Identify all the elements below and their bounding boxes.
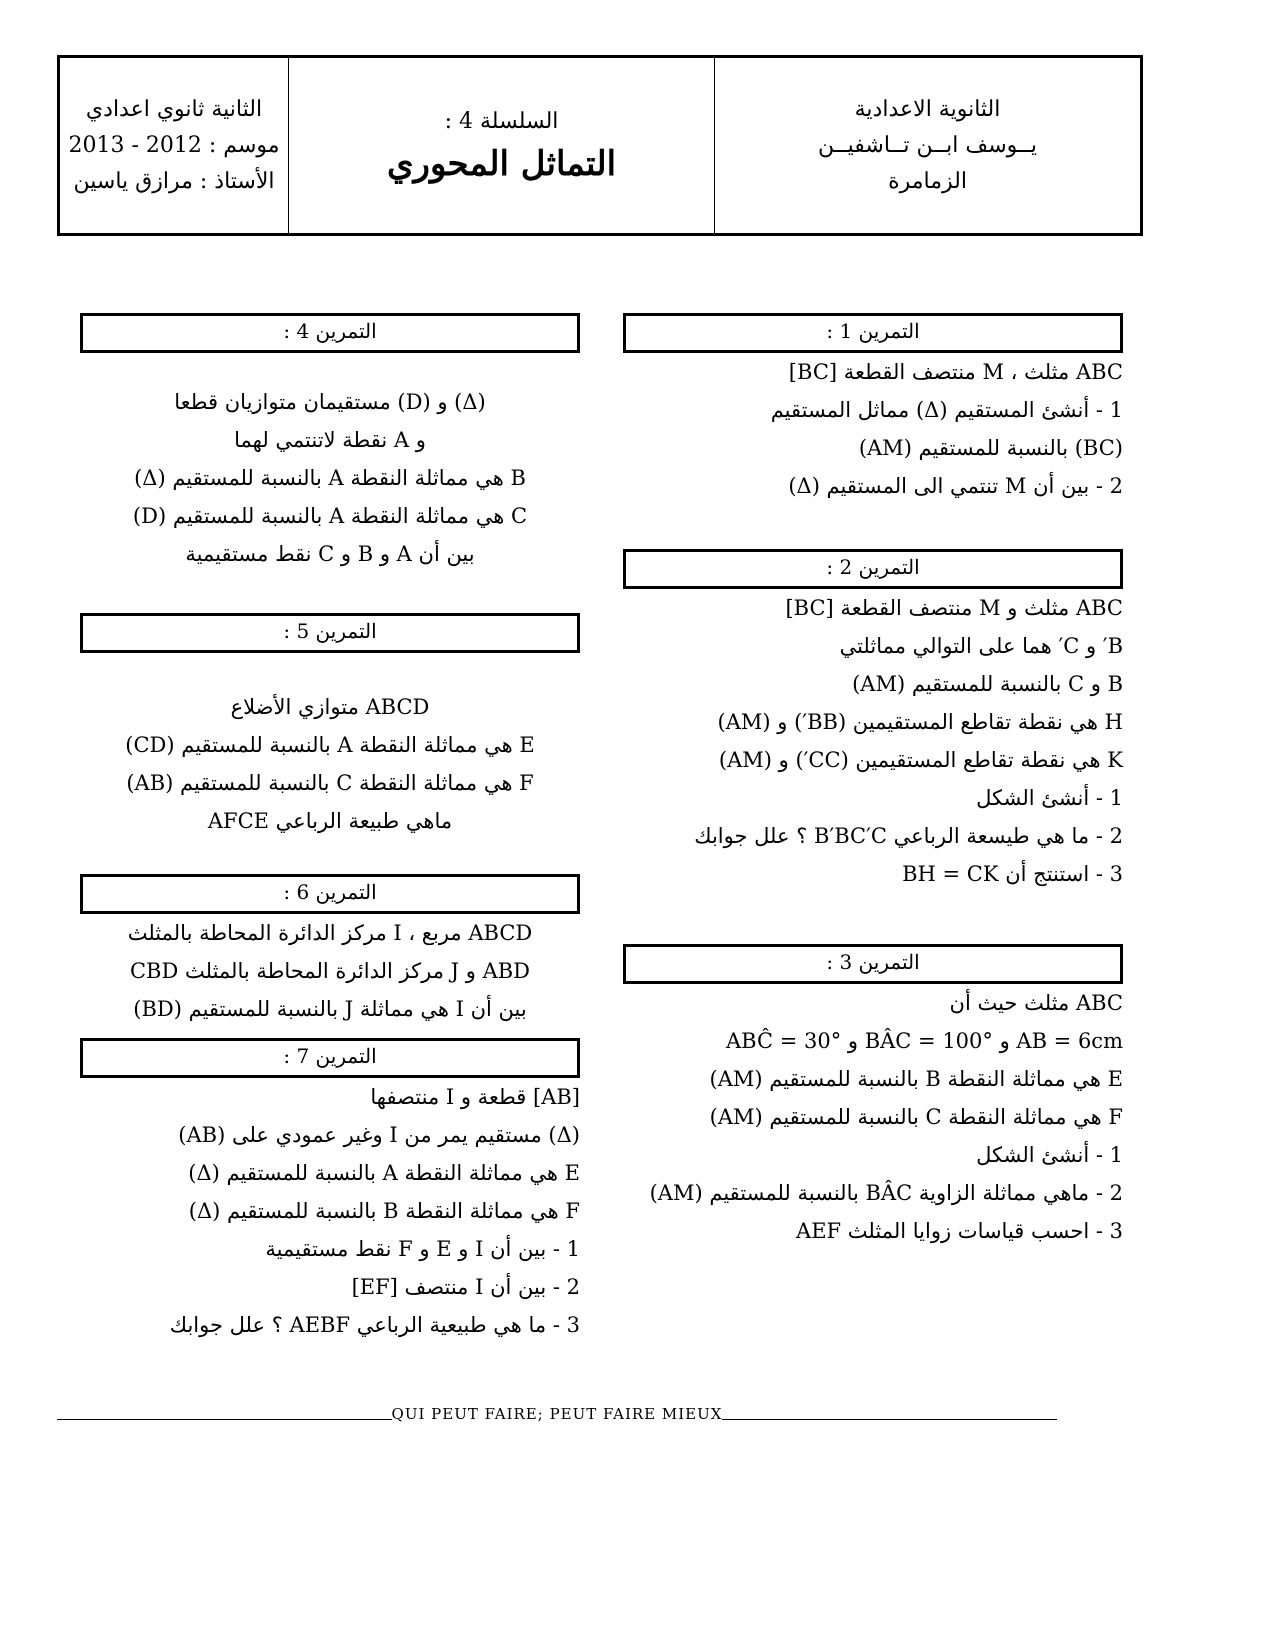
exercise-line: B′ و C′ هما على التوالي مماثلتي: [839, 634, 1123, 658]
exercise-line: 1 - أنشئ الشكل: [976, 1143, 1123, 1167]
exercise-line: بين أن A و B و C نقط مستقيمية: [185, 542, 475, 566]
exercise-line: E هي مماثلة النقطة A بالنسبة للمستقيم (CD): [125, 733, 535, 757]
exercise-line: E هي مماثلة النقطة B بالنسبة للمستقيم (AM): [709, 1067, 1123, 1091]
exercise-line: ماهي طبيعة الرباعي AFCE: [207, 809, 453, 833]
level-line: موسم : 2012 - 2013: [68, 132, 280, 158]
exercise-line: H هي نقطة تقاطع المستقيمين (BB′) و (AM): [717, 710, 1123, 734]
exercise-line: K هي نقطة تقاطع المستقيمين (CC′) و (AM): [718, 748, 1123, 772]
exercise-line: (BC) بالنسبة للمستقيم (AM): [858, 436, 1123, 460]
exercise-line: و A نقطة لاتنتمي لهما: [234, 428, 426, 452]
exercise-line: 2 - بين أن I منتصف [EF]: [351, 1275, 580, 1299]
exercise-line: 2 - ما هي طيسعة الرباعي B′BC′C ؟ علل جوابك: [694, 824, 1123, 848]
exercise-line: (Δ) و (D) مستقيمان متوازيان قطعا: [174, 390, 486, 414]
exercise-6: [80, 874, 580, 1028]
exercise-line: 3 - احسب قياسات زوايا المثلث AEF: [796, 1219, 1123, 1243]
footer-motto: QUI PEUT FAIRE; PEUT FAIRE MIEUX: [391, 1405, 723, 1423]
exercise-line: [AB] قطعة و I منتصفها: [370, 1085, 580, 1109]
level-line: الثانية ثانوي اعدادي: [85, 96, 263, 122]
exercise-5: [80, 613, 580, 840]
exercise-line: E هي مماثلة النقطة A بالنسبة للمستقيم (Δ): [188, 1161, 580, 1185]
exercise-body: [80, 688, 580, 840]
exercise-line: 3 - استنتج أن BH = CK: [902, 862, 1123, 886]
level-line: الأستاذ : مرازق ياسين: [73, 168, 275, 194]
exercise-title: التمرين 6 :: [80, 874, 580, 914]
school-line: الثانوية الاعدادية: [854, 96, 1001, 122]
exercise-body: [623, 589, 1123, 893]
exercise-line: 3 - ما هي طبيعية الرباعي AEBF ؟ علل جوابك: [169, 1313, 580, 1337]
exercise-3: [623, 944, 1123, 1250]
footer-rule-left: [57, 1419, 392, 1420]
exercise-7: [80, 1038, 580, 1344]
header-table: [57, 55, 1143, 236]
exercise-line: 1 - أنشئ الشكل: [976, 786, 1123, 810]
exercise-body: [80, 914, 580, 1028]
exercise-title: التمرين 4 :: [80, 313, 580, 353]
level-info: [60, 58, 288, 233]
exercise-line: ABC مثلث ، M منتصف القطعة [BC]: [788, 360, 1123, 384]
series-label: السلسلة 4 :: [444, 108, 559, 134]
exercise-title: التمرين 2 :: [623, 549, 1123, 589]
exercise-line: C هي مماثلة النقطة A بالنسبة للمستقيم (D): [132, 504, 528, 528]
exercise-line: بين أن I هي مماثلة J بالنسبة للمستقيم (BD): [133, 997, 527, 1021]
exercise-body: [80, 383, 580, 573]
exercise-4: [80, 313, 580, 573]
exercise-line: 1 - أنشئ المستقيم (Δ) مماثل المستقيم: [770, 398, 1123, 422]
school-line: الزمامرة: [888, 168, 967, 194]
exercise-body: [80, 1078, 580, 1344]
exercise-line: 2 - بين أن M تنتمي الى المستقيم (Δ): [788, 474, 1123, 498]
exercise-line: B و C بالنسبة للمستقيم (AM): [852, 672, 1123, 696]
exercise-title: التمرين 5 :: [80, 613, 580, 653]
exercise-body: [623, 353, 1123, 505]
exercise-line: 1 - بين أن I و E و F نقط مستقيمية: [265, 1237, 580, 1261]
exercise-line: 2 - ماهي مماثلة الزاوية BÂC بالنسبة للمستقيم (AM): [649, 1181, 1123, 1205]
exercise-1: [623, 313, 1123, 505]
page-title: التماثل المحوري: [386, 143, 617, 184]
exercise-line: F هي مماثلة النقطة C بالنسبة للمستقيم (AB): [126, 771, 534, 795]
exercise-title: التمرين 3 :: [623, 944, 1123, 984]
exercise-line: ABCD مربع ، I مركز الدائرة المحاطة بالمثلث: [127, 921, 533, 945]
exercise-line: AB = 6cm و BÂC = 100° و ABĈ = 30°: [725, 1029, 1123, 1053]
exercise-body: [623, 984, 1123, 1250]
school-info: [714, 58, 1140, 233]
exercise-line: B هي مماثلة النقطة A بالنسبة للمستقيم (Δ): [134, 466, 526, 490]
exercise-title: التمرين 7 :: [80, 1038, 580, 1078]
exercise-line: ABC مثلث حيث أن: [949, 991, 1123, 1015]
title-cell: [288, 58, 714, 233]
exercise-title: التمرين 1 :: [623, 313, 1123, 353]
exercise-line: (Δ) مستقيم يمر من I وغير عمودي على (AB): [178, 1123, 580, 1147]
exercise-line: ABD و J مركز الدائرة المحاطة بالمثلث CBD: [129, 959, 531, 983]
footer-rule-right: [722, 1419, 1057, 1420]
footer: [57, 1405, 1057, 1423]
exercise-2: [623, 549, 1123, 893]
school-line: يــوسف ابــن تــاشفيــن: [818, 132, 1038, 158]
exercise-line: F هي مماثلة النقطة B بالنسبة للمستقيم (Δ): [188, 1199, 580, 1223]
exercise-line: ABC مثلث و M منتصف القطعة [BC]: [785, 596, 1123, 620]
exercise-line: F هي مماثلة النقطة C بالنسبة للمستقيم (AM): [709, 1105, 1123, 1129]
exercise-line: ABCD متوازي الأضلاع: [230, 695, 430, 719]
